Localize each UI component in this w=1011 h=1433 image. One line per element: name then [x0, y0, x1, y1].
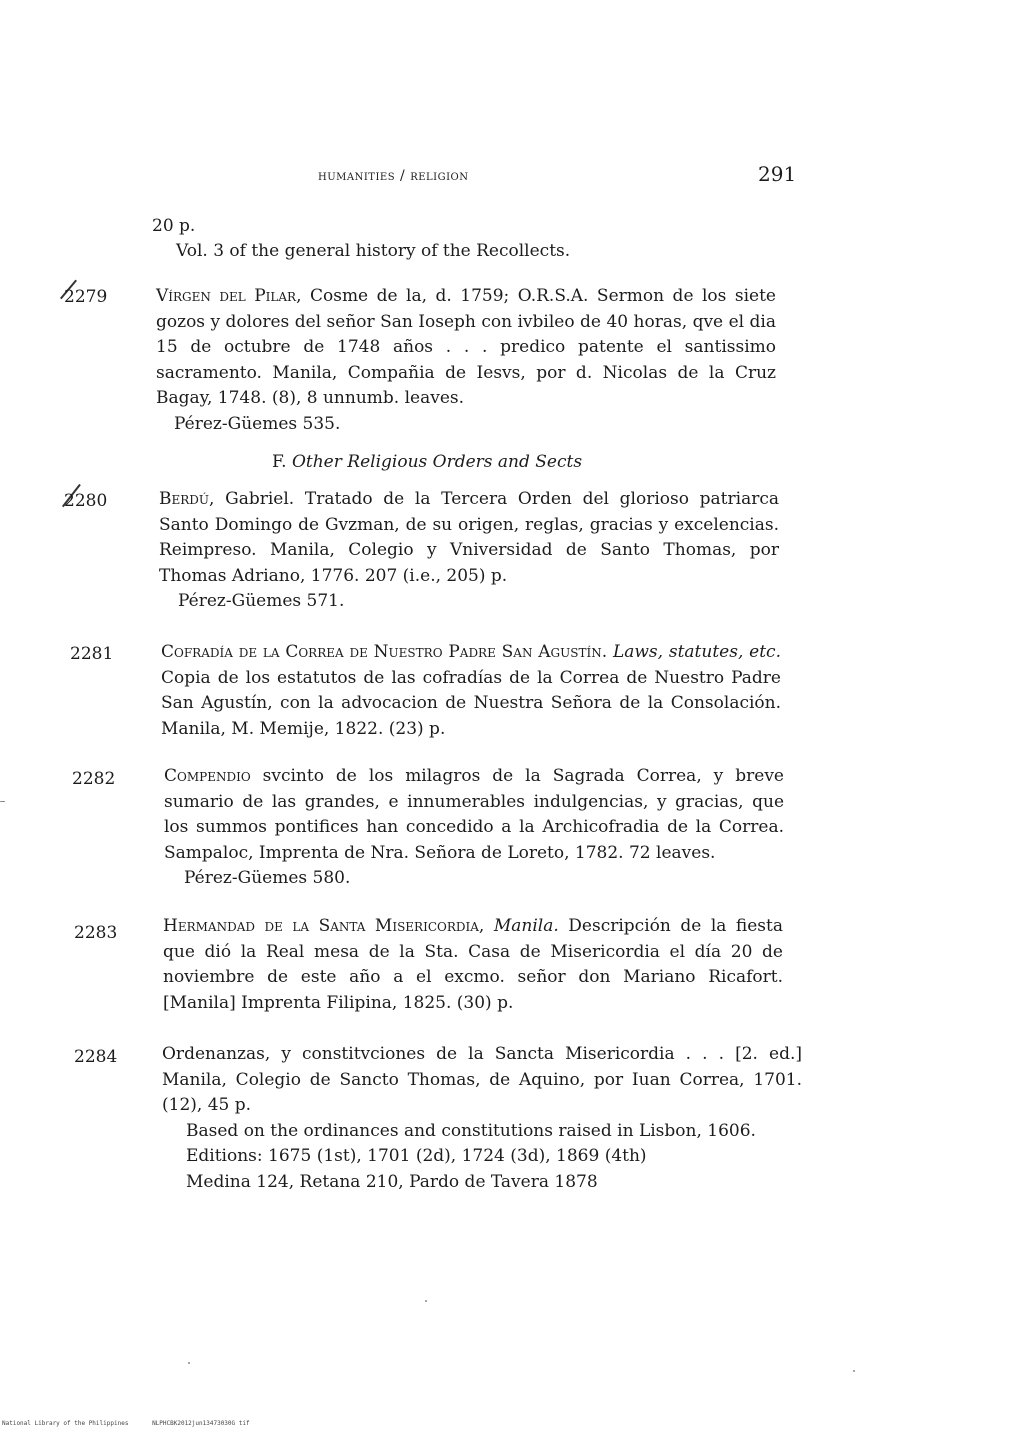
entry-2284	[162, 1042, 802, 1196]
scan-speck	[425, 1300, 427, 1302]
section-letter: F.	[272, 452, 287, 472]
entry-body: Copia de los estatutos de las cofradías de la Correa de Nuestro Padre San Agustín, con la advocacion de Nuestra Señora de la Consolación. Manila, M. Memije, 1822. (23) p.	[161, 667, 781, 739]
entry-heading: Cofradía de la Correa de Nuestro Padre San Agustín.	[161, 642, 608, 662]
scan-speck	[853, 1370, 855, 1372]
scan-speck	[188, 1362, 190, 1364]
entry-number: 2282	[72, 769, 116, 789]
entry-2280	[134, 487, 779, 615]
entry-body: Descripción de la fiesta que dió la Real mesa de la Sta. Casa de Misericordia el día 20 de noviembre de este año a el excmo. señor don Mariano Ricafort. [Manila] Imprenta Filipina, 1825. (30) p.	[163, 916, 784, 1013]
entry-body: svcinto de los milagros de la Sagrada Correa, y breve sumario de las grandes, e innumerables indulgencias, y gracias, que los summos pontifices han concedido a la Archicofradia de la Correa. Sampaloc, Imprenta de Nra. Señora de Loreto, 1782. 72 leaves.	[164, 766, 784, 863]
scan-speck	[0, 801, 5, 802]
entry-note: Pérez-Güemes 535.	[174, 413, 341, 434]
entry-heading: Hermandad de la Santa Misericordia,	[163, 916, 485, 936]
entry-number: 2279	[64, 287, 108, 307]
scan-footer	[2, 1420, 270, 1427]
entry-uniform-title: Manila.	[493, 916, 559, 936]
entry-number: 2281	[70, 644, 114, 664]
continuation-pages: 20 p.	[152, 216, 196, 236]
entry-heading: Berdú,	[159, 489, 215, 509]
entry-body: Gabriel. Tratado de la Tercera Orden del glorioso patriarca Santo Domingo de Gvzman, de su origen, reglas, gracias y excelencias. Reimpreso. Manila, Colegio y Vniversidad de Santo Thomas, por Thomas Adriano, 1776. 207 (i.e., 205) p.	[159, 489, 779, 586]
entry-2281	[136, 640, 781, 742]
entry-note: Pérez-Güemes 571.	[178, 591, 345, 612]
entry-number: 2283	[74, 923, 118, 943]
footer-file-id: NLPHCBK2012jun13473030G tif	[152, 1420, 250, 1427]
page-number: 291	[758, 162, 797, 186]
section-heading	[272, 452, 582, 472]
running-head: humanities / religion	[318, 168, 469, 184]
entry-heading: Vírgen del Pilar,	[156, 286, 302, 306]
entry-note: Medina 124, Retana 210, Pardo de Tavera 1878	[186, 1171, 598, 1192]
entry-body: Ordenanzas, y constitvciones de la Sancta Misericordia . . . [2. ed.] Manila, Colegio de Sancto Thomas, de Aquino, por Iuan Correa, 1701. (12), 45 p.	[162, 1044, 802, 1116]
entry-2282	[139, 764, 784, 892]
entry-number: 2280	[64, 491, 108, 511]
entry-uniform-title: Laws, statutes, etc.	[612, 642, 781, 662]
entry-body: Cosme de la, d. 1759; O.R.S.A. Sermon de los siete gozos y dolores del señor San Ioseph con ivbileo de 40 horas, qve el dia 15 de octubre de 1748 años . . . predico patente el santissimo sacramento. Manila, Compañia de Iesvs, por d. Nicolas de la Cruz Bagay, 1748. (8), 8 unnumb. leaves.	[156, 286, 776, 409]
entry-2279	[131, 284, 776, 438]
entry-note: Editions: 1675 (1st), 1701 (2d), 1724 (3d), 1869 (4th)	[186, 1146, 647, 1167]
footer-library: National Library of the Philippines	[2, 1420, 129, 1427]
entry-note: Based on the ordinances and constitutions raised in Lisbon, 1606.	[186, 1120, 756, 1141]
entry-2283	[138, 914, 783, 1016]
continuation-note: Vol. 3 of the general history of the Recollects.	[176, 241, 571, 261]
section-title: Other Religious Orders and Sects	[291, 452, 583, 472]
entry-number: 2284	[74, 1047, 118, 1067]
entry-heading: Compendio	[164, 766, 251, 786]
entry-note: Pérez-Güemes 580.	[184, 868, 351, 889]
